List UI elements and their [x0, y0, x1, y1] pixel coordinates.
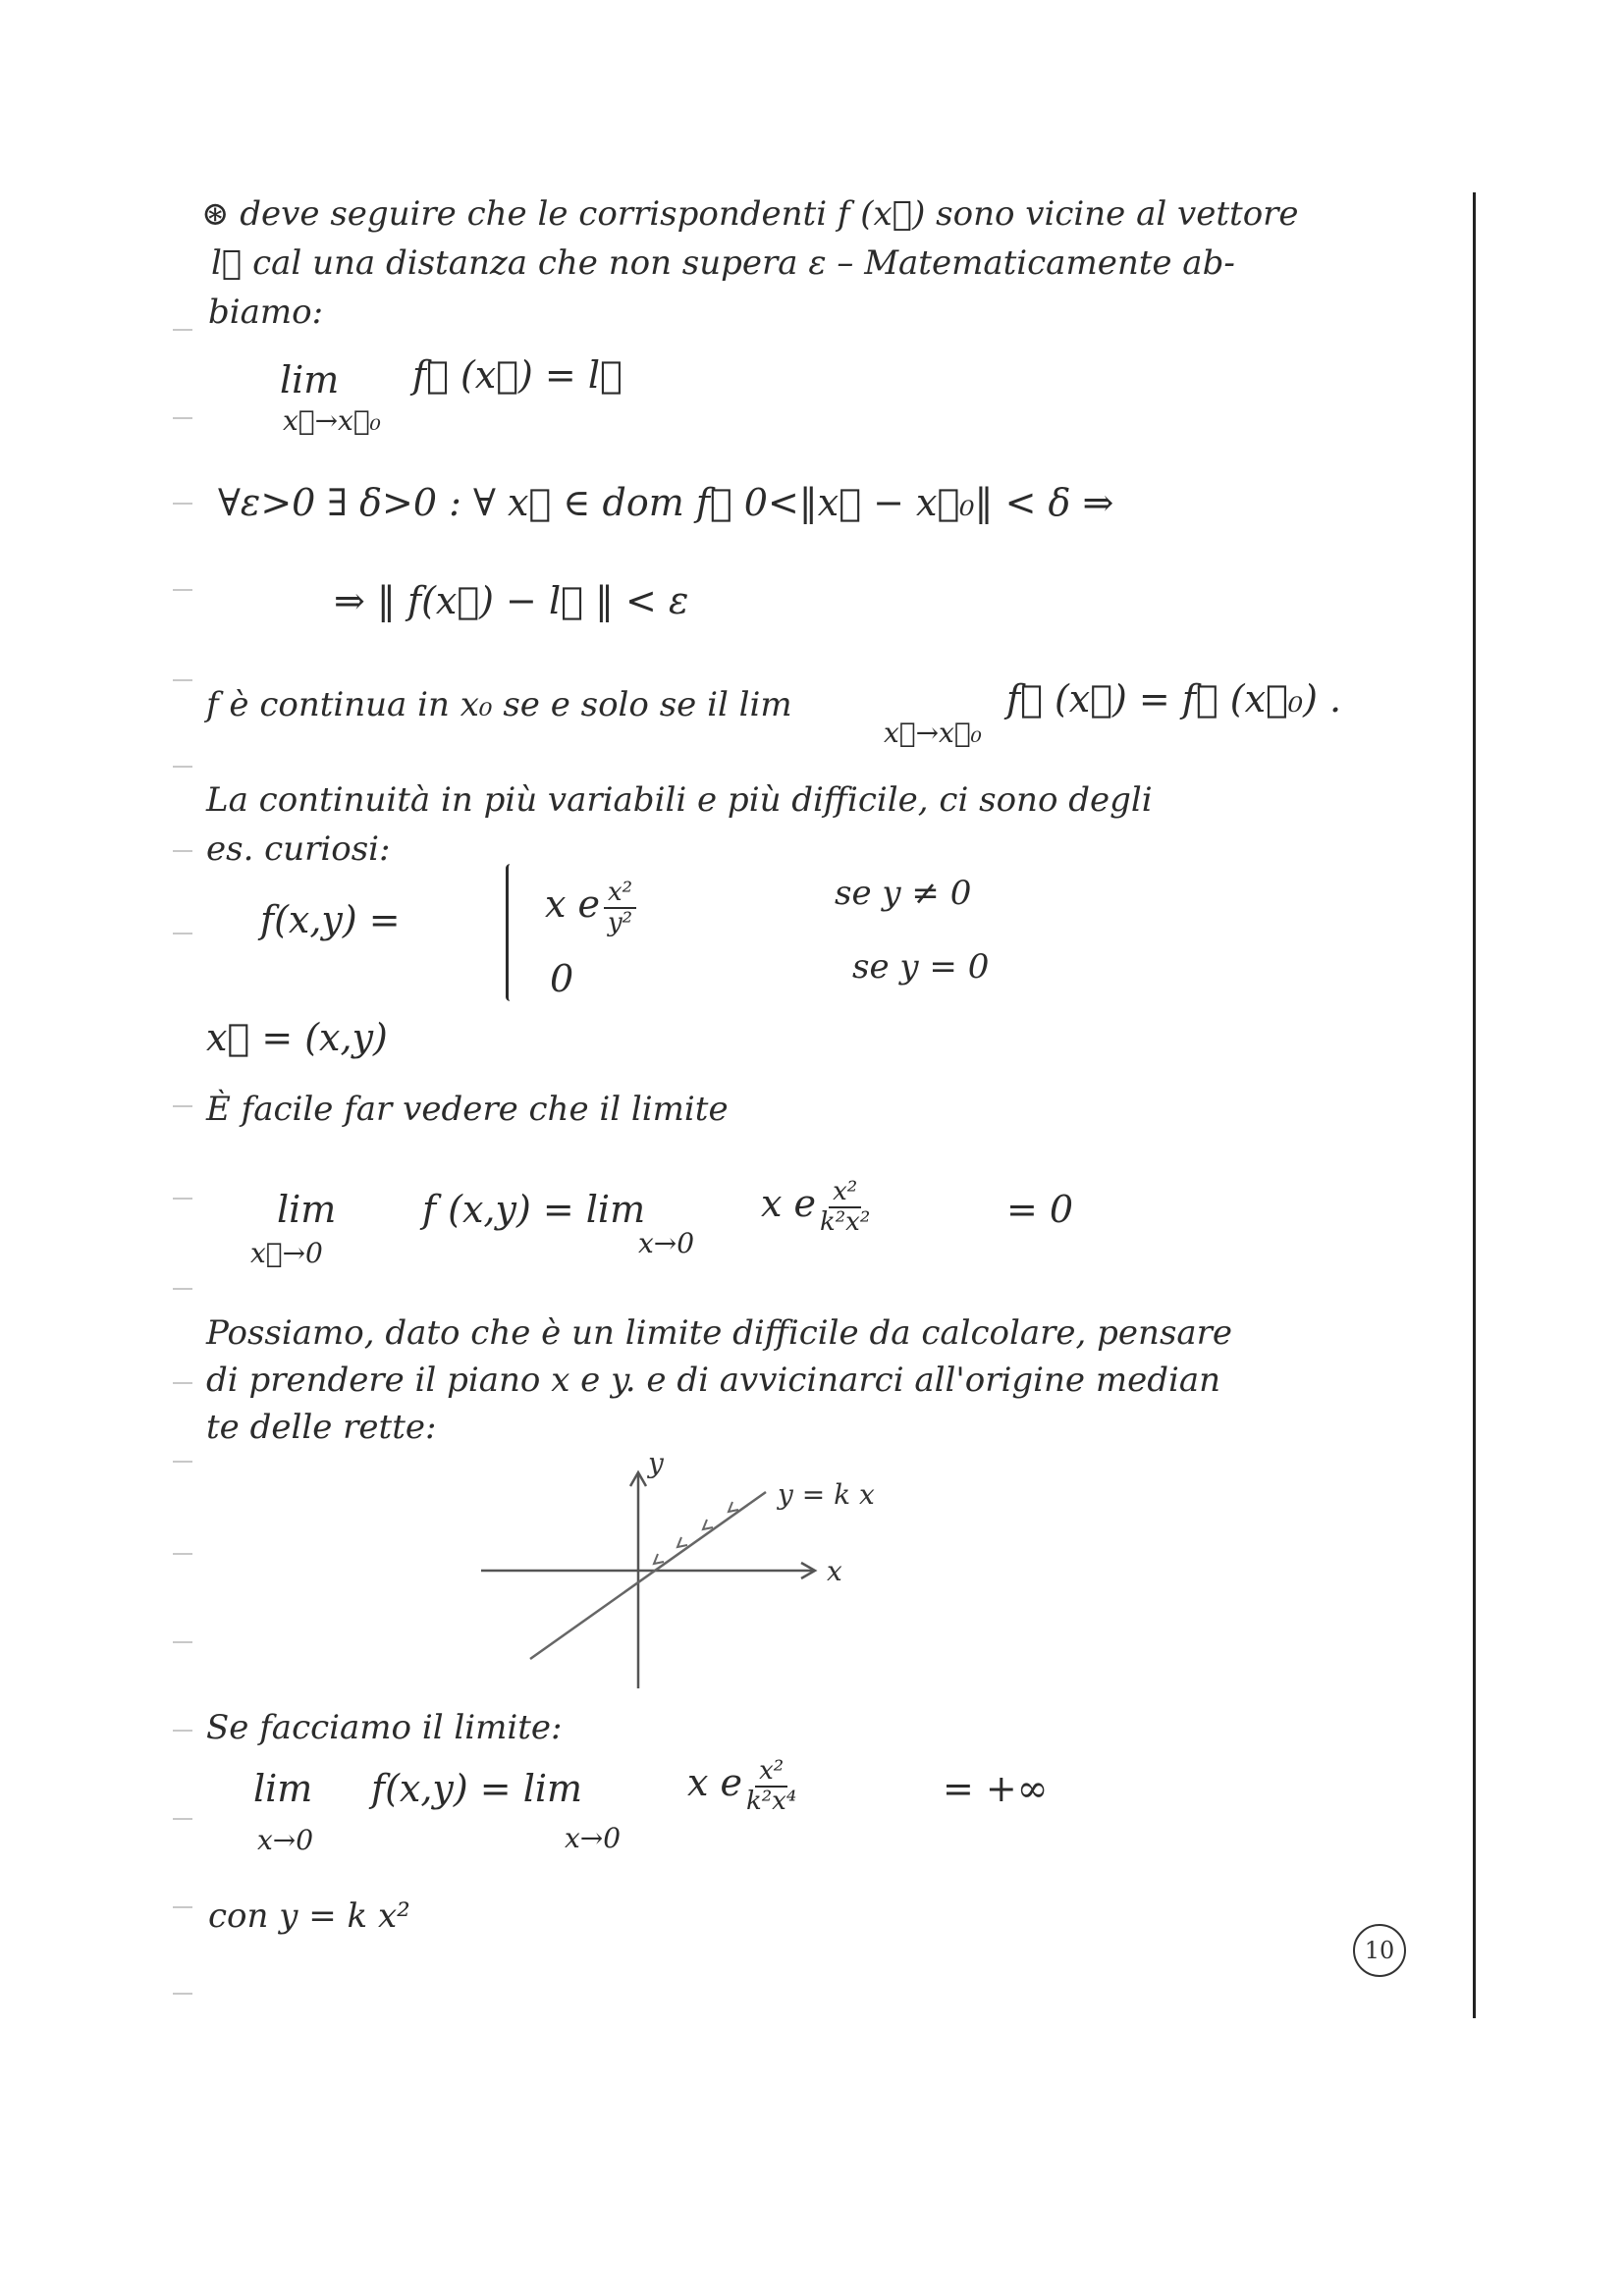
- text-line: di prendere il piano x e y. e di avvicinarci all'origine median: [206, 1361, 1220, 1400]
- limit-subscript: x⃗→x⃗₀: [283, 404, 381, 437]
- line-y-kx: [530, 1492, 766, 1659]
- limit-subscript: x→0: [257, 1824, 314, 1856]
- margin-tick: [173, 503, 192, 505]
- text-line: Possiamo, dato che è un limite difficile da calcolare, pensare: [206, 1313, 1233, 1353]
- line-label: y = k x: [778, 1478, 875, 1511]
- page-number-label: 10: [1364, 1937, 1395, 1964]
- case-condition: se y = 0: [852, 947, 990, 987]
- margin-rule: [1473, 192, 1476, 2018]
- margin-tick: [173, 933, 192, 934]
- function-name: f(x,y) =: [260, 898, 401, 941]
- margin-tick: [173, 1461, 192, 1463]
- margin-tick: [173, 589, 192, 591]
- margin-tick: [173, 417, 192, 419]
- definition-line: ∀ε>0 ∃ δ>0 : ∀ x⃗ ∈ dom f⃗ 0<‖x⃗ − x⃗₀‖ < δ ⇒: [218, 481, 1114, 524]
- margin-tick: [173, 766, 192, 768]
- text-line: biamo:: [208, 293, 324, 332]
- margin-tick: [173, 1288, 192, 1290]
- limit-operator: lim: [280, 358, 340, 401]
- limit-rhs: x e $\frac{\text{x²}}{\text{k²x⁴}}$: [687, 1756, 797, 1816]
- axis-x-label: x: [827, 1555, 842, 1587]
- margin-tick: [173, 1198, 192, 1200]
- limit-rhs: x e $\frac{\text{x²}}{\text{k²x²}}$: [761, 1177, 871, 1237]
- vector-definition: x⃗ = (x,y): [206, 1016, 388, 1059]
- limit-subscript: x⃗→0: [250, 1237, 323, 1269]
- limit-subscript: x⃗→x⃗₀: [884, 717, 982, 749]
- case-expression: x e $\frac{\text{x²}}{\text{y²}}$: [545, 879, 636, 936]
- margin-tick: [173, 1105, 192, 1107]
- page-number: [1353, 1924, 1406, 1977]
- text-line: La continuità in più variabili e più difficile, ci sono degli: [206, 780, 1153, 820]
- approach-arrows-icon: [654, 1502, 738, 1564]
- continuity-expression: f⃗ (x⃗) = f⃗ (x⃗₀) .: [1006, 677, 1342, 721]
- margin-tick: [173, 1553, 192, 1555]
- case-expression: 0: [550, 957, 574, 1000]
- limit-value: = +∞: [943, 1767, 1049, 1810]
- coordinate-diagram: [471, 1443, 943, 1698]
- margin-tick: [173, 850, 192, 852]
- limit-value: = 0: [1006, 1188, 1074, 1231]
- margin-tick: [173, 1382, 192, 1384]
- margin-tick: [173, 1730, 192, 1732]
- case-condition: se y ≠ 0: [835, 874, 972, 913]
- text-line: es. curiosi:: [206, 829, 391, 869]
- text-line: ⊛ deve seguire che le corrispondenti f (x⃗) sono vicine al vettore: [201, 194, 1299, 234]
- piecewise-brace: [506, 864, 514, 1001]
- margin-tick: [173, 1818, 192, 1820]
- limit-operator: lim: [253, 1767, 313, 1810]
- text-line: È facile far vedere che il limite: [206, 1090, 729, 1129]
- margin-tick: [173, 1906, 192, 1908]
- limit-expression: f⃗ (x⃗) = l⃗: [412, 353, 623, 397]
- margin-tick: [173, 679, 192, 681]
- margin-tick: [173, 1993, 192, 1995]
- limit-expression: f(x,y) = lim: [371, 1767, 583, 1810]
- limit-operator: lim: [277, 1188, 337, 1231]
- text-line: l⃗ cal una distanza che non supera ε – Matematicamente ab-: [211, 243, 1235, 283]
- text-line: Se facciamo il limite:: [206, 1708, 563, 1747]
- margin-tick: [173, 1641, 192, 1643]
- limit-subscript: x→0: [565, 1822, 622, 1854]
- axis-y-label: y: [648, 1447, 664, 1479]
- text-line: te delle rette:: [206, 1408, 437, 1447]
- definition-line: ⇒ ‖ f(x⃗) − l⃗ ‖ < ε: [334, 579, 689, 622]
- continuity-text: f è continua in x₀ se e solo se il lim: [206, 685, 792, 724]
- limit-subscript: x→0: [638, 1227, 695, 1259]
- text-line: con y = k x²: [208, 1896, 410, 1936]
- margin-tick: [173, 329, 192, 331]
- limit-expression: f (x,y) = lim: [422, 1188, 646, 1231]
